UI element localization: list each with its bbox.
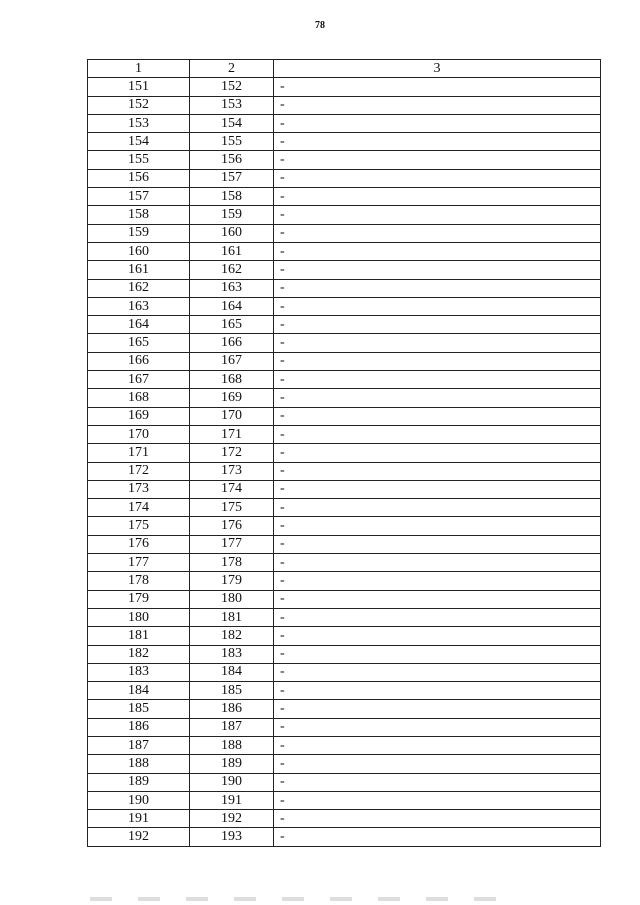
cell-col3: - bbox=[274, 316, 601, 334]
cell-col1: 178 bbox=[88, 572, 190, 590]
cell-col3: - bbox=[274, 206, 601, 224]
table-body bbox=[88, 78, 601, 846]
cell-col3: - bbox=[274, 682, 601, 700]
cell-col2: 176 bbox=[190, 517, 274, 535]
cell-col3: - bbox=[274, 151, 601, 169]
table-header-row bbox=[88, 60, 601, 78]
cell-col3: - bbox=[274, 590, 601, 608]
cell-col1: 179 bbox=[88, 590, 190, 608]
cell-col2: 155 bbox=[190, 133, 274, 151]
cell-col1: 172 bbox=[88, 462, 190, 480]
cell-col1: 154 bbox=[88, 133, 190, 151]
cell-col1: 170 bbox=[88, 425, 190, 443]
table-row bbox=[88, 480, 601, 498]
cell-col3: - bbox=[274, 242, 601, 260]
cell-col1: 189 bbox=[88, 773, 190, 791]
cell-col2: 167 bbox=[190, 352, 274, 370]
cell-col2: 189 bbox=[190, 755, 274, 773]
column-header-2: 2 bbox=[190, 60, 274, 78]
cell-col2: 164 bbox=[190, 297, 274, 315]
cell-col2: 165 bbox=[190, 316, 274, 334]
table-row bbox=[88, 828, 601, 846]
table-row bbox=[88, 736, 601, 754]
cell-col1: 160 bbox=[88, 242, 190, 260]
cell-col3: - bbox=[274, 352, 601, 370]
table-row bbox=[88, 791, 601, 809]
cell-col1: 183 bbox=[88, 663, 190, 681]
table-row bbox=[88, 554, 601, 572]
table-row bbox=[88, 334, 601, 352]
table-row bbox=[88, 206, 601, 224]
table-row bbox=[88, 499, 601, 517]
cell-col3: - bbox=[274, 736, 601, 754]
cell-col2: 187 bbox=[190, 718, 274, 736]
cell-col1: 191 bbox=[88, 810, 190, 828]
cell-col2: 172 bbox=[190, 444, 274, 462]
cell-col2: 180 bbox=[190, 590, 274, 608]
table-row bbox=[88, 535, 601, 553]
table-row bbox=[88, 316, 601, 334]
cell-col2: 160 bbox=[190, 224, 274, 242]
cell-col2: 192 bbox=[190, 810, 274, 828]
table-row bbox=[88, 188, 601, 206]
cell-col1: 167 bbox=[88, 371, 190, 389]
table-row bbox=[88, 700, 601, 718]
table-row bbox=[88, 114, 601, 132]
cell-col3: - bbox=[274, 517, 601, 535]
cell-col2: 181 bbox=[190, 608, 274, 626]
table-row bbox=[88, 78, 601, 96]
data-table bbox=[87, 59, 601, 847]
table-row bbox=[88, 462, 601, 480]
page-number: 78 bbox=[315, 20, 325, 31]
cell-col1: 162 bbox=[88, 279, 190, 297]
cell-col2: 153 bbox=[190, 96, 274, 114]
table-row bbox=[88, 682, 601, 700]
cell-col1: 163 bbox=[88, 297, 190, 315]
cell-col3: - bbox=[274, 297, 601, 315]
cell-col3: - bbox=[274, 224, 601, 242]
cell-col1: 186 bbox=[88, 718, 190, 736]
cell-col2: 174 bbox=[190, 480, 274, 498]
table-row bbox=[88, 517, 601, 535]
cell-col1: 155 bbox=[88, 151, 190, 169]
cell-col2: 186 bbox=[190, 700, 274, 718]
cell-col2: 162 bbox=[190, 261, 274, 279]
table-row bbox=[88, 96, 601, 114]
table-row bbox=[88, 352, 601, 370]
footer-scan-artifact bbox=[90, 897, 510, 901]
cell-col2: 179 bbox=[190, 572, 274, 590]
cell-col2: 161 bbox=[190, 242, 274, 260]
cell-col3: - bbox=[274, 480, 601, 498]
cell-col1: 169 bbox=[88, 407, 190, 425]
cell-col1: 174 bbox=[88, 499, 190, 517]
table-row bbox=[88, 224, 601, 242]
cell-col3: - bbox=[274, 188, 601, 206]
table-row bbox=[88, 389, 601, 407]
cell-col1: 166 bbox=[88, 352, 190, 370]
cell-col3: - bbox=[274, 608, 601, 626]
cell-col3: - bbox=[274, 334, 601, 352]
cell-col2: 169 bbox=[190, 389, 274, 407]
table-row bbox=[88, 572, 601, 590]
cell-col3: - bbox=[274, 462, 601, 480]
cell-col3: - bbox=[274, 572, 601, 590]
cell-col2: 188 bbox=[190, 736, 274, 754]
cell-col1: 176 bbox=[88, 535, 190, 553]
table-row bbox=[88, 590, 601, 608]
cell-col3: - bbox=[274, 627, 601, 645]
cell-col2: 163 bbox=[190, 279, 274, 297]
cell-col2: 171 bbox=[190, 425, 274, 443]
cell-col2: 156 bbox=[190, 151, 274, 169]
table-row bbox=[88, 444, 601, 462]
table-row bbox=[88, 133, 601, 151]
table-row bbox=[88, 755, 601, 773]
cell-col2: 184 bbox=[190, 663, 274, 681]
cell-col3: - bbox=[274, 371, 601, 389]
table-row bbox=[88, 261, 601, 279]
cell-col3: - bbox=[274, 554, 601, 572]
cell-col3: - bbox=[274, 718, 601, 736]
cell-col1: 165 bbox=[88, 334, 190, 352]
cell-col1: 185 bbox=[88, 700, 190, 718]
cell-col3: - bbox=[274, 535, 601, 553]
table-row bbox=[88, 169, 601, 187]
cell-col2: 193 bbox=[190, 828, 274, 846]
cell-col3: - bbox=[274, 279, 601, 297]
cell-col1: 157 bbox=[88, 188, 190, 206]
cell-col1: 177 bbox=[88, 554, 190, 572]
cell-col1: 161 bbox=[88, 261, 190, 279]
cell-col1: 181 bbox=[88, 627, 190, 645]
cell-col1: 180 bbox=[88, 608, 190, 626]
cell-col2: 177 bbox=[190, 535, 274, 553]
cell-col2: 159 bbox=[190, 206, 274, 224]
cell-col2: 154 bbox=[190, 114, 274, 132]
cell-col2: 152 bbox=[190, 78, 274, 96]
table-row bbox=[88, 371, 601, 389]
column-header-3: 3 bbox=[274, 60, 601, 78]
cell-col2: 157 bbox=[190, 169, 274, 187]
table-row bbox=[88, 718, 601, 736]
cell-col3: - bbox=[274, 96, 601, 114]
cell-col1: 159 bbox=[88, 224, 190, 242]
table-row bbox=[88, 645, 601, 663]
cell-col1: 158 bbox=[88, 206, 190, 224]
cell-col3: - bbox=[274, 700, 601, 718]
cell-col2: 175 bbox=[190, 499, 274, 517]
cell-col2: 178 bbox=[190, 554, 274, 572]
cell-col2: 173 bbox=[190, 462, 274, 480]
data-table-container bbox=[87, 59, 601, 847]
cell-col1: 190 bbox=[88, 791, 190, 809]
cell-col1: 184 bbox=[88, 682, 190, 700]
cell-col1: 153 bbox=[88, 114, 190, 132]
table-row bbox=[88, 407, 601, 425]
column-header-1: 1 bbox=[88, 60, 190, 78]
cell-col3: - bbox=[274, 645, 601, 663]
cell-col3: - bbox=[274, 133, 601, 151]
cell-col3: - bbox=[274, 828, 601, 846]
cell-col3: - bbox=[274, 810, 601, 828]
cell-col3: - bbox=[274, 773, 601, 791]
cell-col2: 183 bbox=[190, 645, 274, 663]
cell-col1: 187 bbox=[88, 736, 190, 754]
table-row bbox=[88, 425, 601, 443]
cell-col1: 171 bbox=[88, 444, 190, 462]
table-row bbox=[88, 810, 601, 828]
cell-col1: 188 bbox=[88, 755, 190, 773]
cell-col3: - bbox=[274, 444, 601, 462]
table-row bbox=[88, 608, 601, 626]
cell-col1: 173 bbox=[88, 480, 190, 498]
cell-col3: - bbox=[274, 169, 601, 187]
cell-col3: - bbox=[274, 114, 601, 132]
table-row bbox=[88, 773, 601, 791]
cell-col3: - bbox=[274, 389, 601, 407]
cell-col2: 168 bbox=[190, 371, 274, 389]
cell-col2: 191 bbox=[190, 791, 274, 809]
table-row bbox=[88, 279, 601, 297]
cell-col3: - bbox=[274, 663, 601, 681]
cell-col3: - bbox=[274, 755, 601, 773]
table-row bbox=[88, 627, 601, 645]
cell-col2: 190 bbox=[190, 773, 274, 791]
cell-col1: 151 bbox=[88, 78, 190, 96]
cell-col2: 182 bbox=[190, 627, 274, 645]
cell-col1: 164 bbox=[88, 316, 190, 334]
cell-col2: 158 bbox=[190, 188, 274, 206]
table-row bbox=[88, 151, 601, 169]
table-row bbox=[88, 297, 601, 315]
table-row bbox=[88, 242, 601, 260]
cell-col3: - bbox=[274, 261, 601, 279]
cell-col1: 152 bbox=[88, 96, 190, 114]
cell-col3: - bbox=[274, 499, 601, 517]
cell-col2: 166 bbox=[190, 334, 274, 352]
table-row bbox=[88, 663, 601, 681]
cell-col3: - bbox=[274, 425, 601, 443]
cell-col3: - bbox=[274, 791, 601, 809]
cell-col2: 170 bbox=[190, 407, 274, 425]
cell-col3: - bbox=[274, 78, 601, 96]
cell-col1: 168 bbox=[88, 389, 190, 407]
cell-col1: 156 bbox=[88, 169, 190, 187]
cell-col3: - bbox=[274, 407, 601, 425]
cell-col1: 182 bbox=[88, 645, 190, 663]
cell-col2: 185 bbox=[190, 682, 274, 700]
cell-col1: 192 bbox=[88, 828, 190, 846]
cell-col1: 175 bbox=[88, 517, 190, 535]
